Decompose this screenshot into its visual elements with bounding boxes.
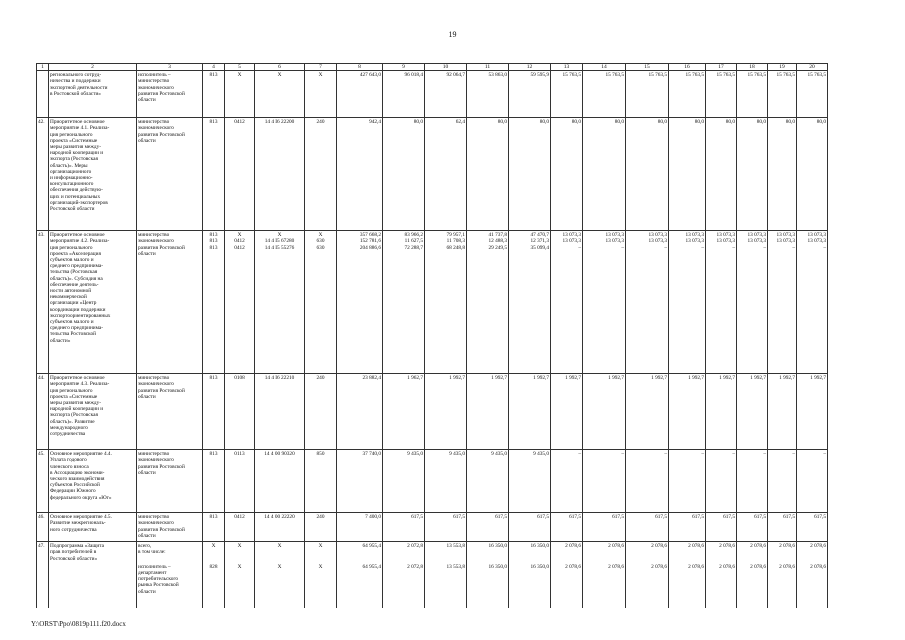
row-executor: всего, в том числе:	[137, 542, 203, 563]
header-col-3: 3	[137, 64, 203, 71]
page-number: 19	[448, 30, 457, 39]
header-col-14: 14	[583, 64, 626, 71]
table-row	[37, 231, 828, 374]
row-grbs: 813	[203, 374, 225, 450]
row-value-col-18: 2 078,6	[737, 563, 768, 608]
row-value-col-11: 41 737,8 12 488,3 29 249,5	[467, 231, 509, 374]
row-value-col-10: 79 957,1 11 708,3 68 248,8	[425, 231, 467, 374]
row-rzpr: 0412	[225, 118, 255, 231]
row-value-col-20: 1 992,7	[797, 374, 828, 450]
row-value-col-18: 13 073,3 13 073,3 –	[737, 231, 768, 374]
row-value-col-17: 617,5	[706, 513, 737, 542]
row-name: регионального сотруд- ничества и поддержки экспортной деятельности в Ростовской области»	[49, 71, 137, 118]
row-value-col-15: 13 073,3 13 073,3 –	[626, 231, 669, 374]
row-value-col-17: 2 078,6	[706, 563, 737, 608]
row-value-col-8: 357 668,2 152 781,6 204 886,6	[337, 231, 383, 374]
row-value-col-8: 427 643,0	[337, 71, 383, 118]
header-col-19: 19	[768, 64, 797, 71]
row-value-col-19: 2 078,6	[768, 542, 797, 563]
row-value-col-11: 53 863,0	[467, 71, 509, 118]
header-col-15: 15	[626, 64, 669, 71]
row-value-col-10: 1 992,7	[425, 374, 467, 450]
row-name	[49, 563, 137, 608]
row-grbs: 813	[203, 118, 225, 231]
row-value-col-18: 15 763,5	[737, 71, 768, 118]
row-value-col-14: 617,5	[583, 513, 626, 542]
row-value-col-14: 2 078,6	[583, 563, 626, 608]
row-csr: 14 4 I6 22210	[255, 374, 305, 450]
row-csr: 14 4 00 22220	[255, 513, 305, 542]
row-value-col-10: 92 064,7	[425, 71, 467, 118]
row-value-col-20: 617,5	[797, 513, 828, 542]
row-number: 45.	[37, 450, 49, 513]
table-row	[37, 542, 828, 563]
row-value-col-11: 617,5	[467, 513, 509, 542]
row-value-col-16: 2 078,6	[669, 542, 706, 563]
row-value-col-11: 16 350,0	[467, 542, 509, 563]
row-value-col-10: 13 553,8	[425, 563, 467, 608]
row-number: 43.	[37, 231, 49, 374]
row-value-col-10: 9 435,0	[425, 450, 467, 513]
row-value-col-18: 1 992,7	[737, 374, 768, 450]
header-col-1: 1	[37, 64, 49, 71]
row-number	[37, 71, 49, 118]
header-col-9: 9	[383, 64, 425, 71]
row-value-col-8: 7 400,0	[337, 513, 383, 542]
row-vr: X	[305, 71, 337, 118]
row-csr: X 14 4 I5 67280 14 4 I5 55276	[255, 231, 305, 374]
row-value-col-15: 2 078,6	[626, 542, 669, 563]
header-col-11: 11	[467, 64, 509, 71]
table-row	[37, 513, 828, 542]
header-col-20: 20	[797, 64, 828, 71]
budget-table	[36, 63, 828, 608]
row-value-col-20: 2 078,6	[797, 542, 828, 563]
row-value-col-15: 617,5	[626, 513, 669, 542]
row-value-col-19: 13 073,3 13 073,3 –	[768, 231, 797, 374]
row-value-col-11: 1 992,7	[467, 374, 509, 450]
row-value-col-12: 9 435,0	[509, 450, 551, 513]
row-value-col-8: 64 955,4	[337, 542, 383, 563]
row-name: Приоритетное основное мероприятие 4.1. Реализа- ция регионального проекта «Системные меры развития между- народной кооперации и экспорта (Ростовская область)». Меры организационного и информационно- консультационного обеспечения действую- щих и потенциальных организаций-экспортеров Ростовской области	[49, 118, 137, 231]
row-grbs: X	[203, 542, 225, 563]
row-value-col-19: –	[768, 450, 797, 513]
row-value-col-8: 64 955,4	[337, 563, 383, 608]
row-value-col-12: 1 992,7	[509, 374, 551, 450]
row-rzpr: X	[225, 542, 255, 563]
row-value-col-16: 15 763,5	[669, 71, 706, 118]
row-value-col-19: 15 763,5	[768, 71, 797, 118]
row-value-col-9: 80,0	[383, 118, 425, 231]
footer-file-path: Y:\ORST\Ppo\0819p111.f20.docx	[31, 620, 126, 628]
row-value-col-9: 2 072,8	[383, 563, 425, 608]
row-value-col-16: 2 078,6	[669, 563, 706, 608]
row-value-col-12: 59 595,9	[509, 71, 551, 118]
row-value-col-16: 13 073,3 13 073,3 –	[669, 231, 706, 374]
row-value-col-20: –	[797, 450, 828, 513]
row-value-col-12: 80,0	[509, 118, 551, 231]
row-value-col-10: 62,4	[425, 118, 467, 231]
row-value-col-13: 2 078,6	[551, 542, 583, 563]
row-value-col-19: 1 992,7	[768, 374, 797, 450]
row-rzpr: 0412	[225, 513, 255, 542]
row-vr: 240	[305, 513, 337, 542]
row-csr: 14 4 I6 22200	[255, 118, 305, 231]
row-rzpr: 0108	[225, 374, 255, 450]
row-executor: министерство экономического развития Ростовской области	[137, 231, 203, 374]
row-number: 47.	[37, 542, 49, 563]
row-value-col-18: –	[737, 450, 768, 513]
row-value-col-13: 617,5	[551, 513, 583, 542]
header-col-8: 8	[337, 64, 383, 71]
table-row	[37, 374, 828, 450]
row-value-col-14: –	[583, 450, 626, 513]
row-vr: 240	[305, 374, 337, 450]
row-executor: министерство экономического развития Ростовской области	[137, 374, 203, 450]
row-name: Приоритетное основное мероприятие 4.3. Реализа- ция регионального проекта «Системные меры развития между- народной кооперации и экспорта (Ростовская область)». Развитие международного сотрудничества	[49, 374, 137, 450]
row-executor: исполнитель – министерство экономического развития Ростовской области	[137, 71, 203, 118]
row-value-col-15: 2 078,6	[626, 563, 669, 608]
row-value-col-15: 15 763,5	[626, 71, 669, 118]
header-col-2: 2	[49, 64, 137, 71]
header-col-18: 18	[737, 64, 768, 71]
row-value-col-12: 47 470,7 12 371,3 35 099,4	[509, 231, 551, 374]
row-value-col-17: 80,0	[706, 118, 737, 231]
row-value-col-12: 16 350,0	[509, 542, 551, 563]
row-vr: 240	[305, 118, 337, 231]
row-value-col-8: 23 882,4	[337, 374, 383, 450]
row-vr: X	[305, 542, 337, 563]
row-value-col-15: 1 992,7	[626, 374, 669, 450]
row-value-col-8: 37 740,0	[337, 450, 383, 513]
row-csr: X	[255, 542, 305, 563]
row-value-col-13: 13 073,3 13 073,3 –	[551, 231, 583, 374]
row-executor: исполнитель – департамент потребительского рынка Ростовской области	[137, 563, 203, 608]
row-value-col-15: –	[626, 450, 669, 513]
row-grbs: 813 813 813	[203, 231, 225, 374]
row-value-col-16: 617,5	[669, 513, 706, 542]
header-col-4: 4	[203, 64, 225, 71]
table-row	[37, 118, 828, 231]
row-number: 44.	[37, 374, 49, 450]
table-row	[37, 450, 828, 513]
header-col-12: 12	[509, 64, 551, 71]
row-grbs: 828	[203, 563, 225, 608]
row-csr: 14 4 00 90320	[255, 450, 305, 513]
row-value-col-13: 1 992,7	[551, 374, 583, 450]
row-value-col-13: 15 763,5	[551, 71, 583, 118]
row-value-col-14: 15 763,5	[583, 71, 626, 118]
row-vr: X 630 630	[305, 231, 337, 374]
row-executor: министерство экономического развития Ростовской области	[137, 118, 203, 231]
row-value-col-20: 15 763,5	[797, 71, 828, 118]
row-value-col-16: 1 992,7	[669, 374, 706, 450]
header-col-7: 7	[305, 64, 337, 71]
row-csr: X	[255, 71, 305, 118]
row-name: Основное мероприятие 4.5. Развитие межрегиональ- ного сотрудничества	[49, 513, 137, 542]
row-number	[37, 563, 49, 608]
row-value-col-19: 617,5	[768, 513, 797, 542]
row-value-col-18: 80,0	[737, 118, 768, 231]
row-value-col-9: 2 072,8	[383, 542, 425, 563]
row-name: Подпрограмма «Защита прав потребителей в Ростовской области»	[49, 542, 137, 563]
row-number: 46.	[37, 513, 49, 542]
row-vr: 850	[305, 450, 337, 513]
row-value-col-17: 1 992,7	[706, 374, 737, 450]
row-value-col-11: 80,0	[467, 118, 509, 231]
header-col-17: 17	[706, 64, 737, 71]
row-value-col-14: 1 992,7	[583, 374, 626, 450]
row-grbs: 813	[203, 71, 225, 118]
row-value-col-9: 617,5	[383, 513, 425, 542]
row-value-col-13: 2 078,6	[551, 563, 583, 608]
row-value-col-13: 80,0	[551, 118, 583, 231]
row-value-col-19: 80,0	[768, 118, 797, 231]
row-value-col-10: 617,5	[425, 513, 467, 542]
row-value-col-9: 9 435,0	[383, 450, 425, 513]
table-row	[37, 563, 828, 608]
table-header-row	[37, 64, 828, 71]
row-value-col-12: 16 350,0	[509, 563, 551, 608]
row-value-col-13: –	[551, 450, 583, 513]
table-row	[37, 71, 828, 118]
row-value-col-17: 13 073,3 13 073,3 –	[706, 231, 737, 374]
row-rzpr: X 0412 0412	[225, 231, 255, 374]
row-rzpr: X	[225, 71, 255, 118]
row-value-col-17: –	[706, 450, 737, 513]
row-value-col-17: 15 763,5	[706, 71, 737, 118]
row-value-col-14: 2 078,6	[583, 542, 626, 563]
header-col-5: 5	[225, 64, 255, 71]
row-executor: министерство экономического развития Ростовской области	[137, 513, 203, 542]
row-value-col-15: 80,0	[626, 118, 669, 231]
row-value-col-10: 13 553,8	[425, 542, 467, 563]
row-value-col-16: –	[669, 450, 706, 513]
row-value-col-18: 2 078,6	[737, 542, 768, 563]
row-value-col-19: 2 078,6	[768, 563, 797, 608]
row-value-col-9: 96 018,4	[383, 71, 425, 118]
row-executor: министерство экономического развития Ростовской области	[137, 450, 203, 513]
row-value-col-11: 9 435,0	[467, 450, 509, 513]
row-vr: X	[305, 563, 337, 608]
header-col-16: 16	[669, 64, 706, 71]
row-value-col-8: 942,4	[337, 118, 383, 231]
row-rzpr: 0113	[225, 450, 255, 513]
row-number: 42.	[37, 118, 49, 231]
row-value-col-20: 2 078,6	[797, 563, 828, 608]
row-value-col-16: 80,0	[669, 118, 706, 231]
row-grbs: 813	[203, 513, 225, 542]
header-col-10: 10	[425, 64, 467, 71]
row-value-col-20: 80,0	[797, 118, 828, 231]
row-name: Основное мероприятие 4.4. Уплата годового членского взноса в Ассоциацию экономи- ческого взаимодействия субъектов Российской Федерации Южного федерального округа «Юг»	[49, 450, 137, 513]
row-value-col-20: 13 073,3 13 073,3 –	[797, 231, 828, 374]
row-value-col-12: 617,5	[509, 513, 551, 542]
header-col-13: 13	[551, 64, 583, 71]
row-value-col-17: 2 078,6	[706, 542, 737, 563]
row-csr: X	[255, 563, 305, 608]
row-value-col-18: 617,5	[737, 513, 768, 542]
row-value-col-9: 83 966,2 11 627,5 72 288,7	[383, 231, 425, 374]
row-value-col-9: 1 962,7	[383, 374, 425, 450]
row-value-col-14: 80,0	[583, 118, 626, 231]
row-rzpr: X	[225, 563, 255, 608]
row-grbs: 813	[203, 450, 225, 513]
row-value-col-14: 13 073,3 13 073,3 –	[583, 231, 626, 374]
row-value-col-11: 16 350,0	[467, 563, 509, 608]
header-col-6: 6	[255, 64, 305, 71]
row-name: Приоритетное основное мероприятие 4.2. Реализа- ция регионального проекта «Акселерация субъектов малого и среднего предпринима- тельства (Ростовская область)». Субсидия на обеспечение деятель- ности автономной некоммерческой организации «Центр координации поддержки экспортоориентированных субъектов малого и среднего предпринима- тельства Ростовской области»	[49, 231, 137, 374]
